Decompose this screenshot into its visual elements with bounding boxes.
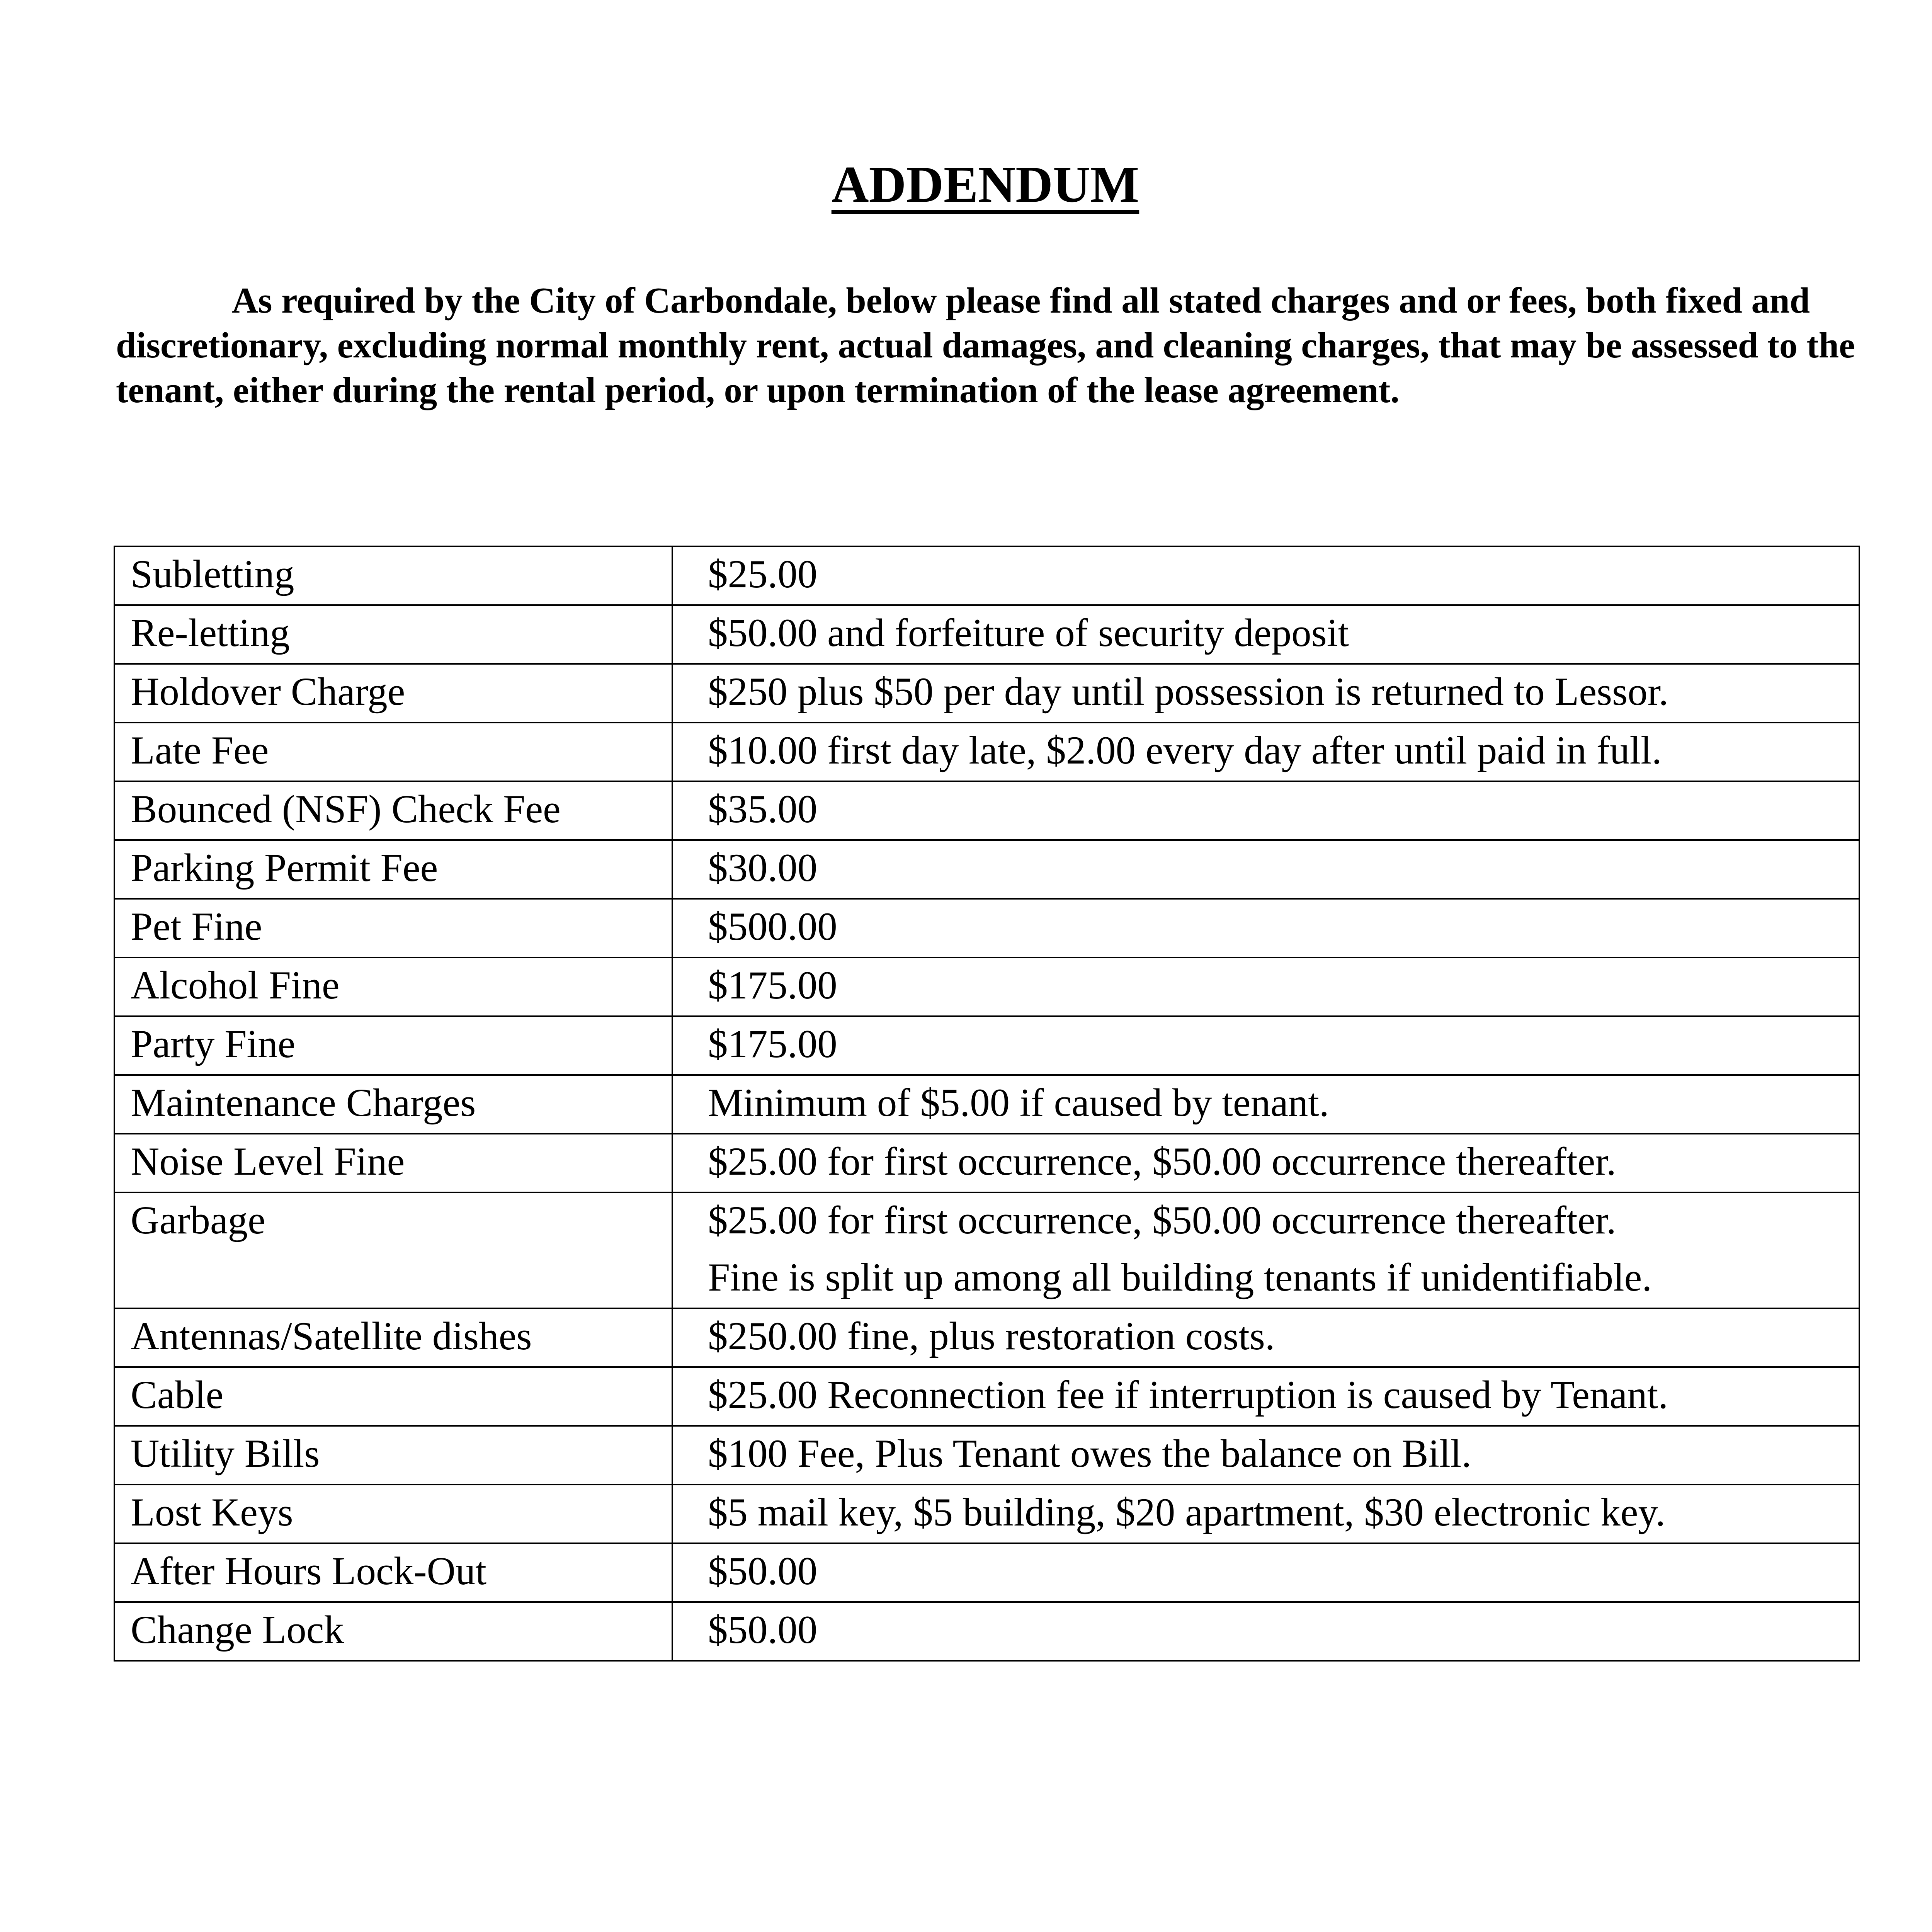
fee-amount-line: $50.00 and forfeiture of security deposit [708, 611, 1349, 655]
table-row [114, 1367, 1859, 1426]
fee-amount [672, 664, 1859, 723]
fee-amount [672, 899, 1859, 957]
fee-label: Late Fee [114, 723, 672, 781]
table-row [114, 1543, 1859, 1602]
fee-label: Garbage [114, 1192, 672, 1308]
fee-amount-line: $30.00 [708, 846, 818, 890]
fee-amount-line: Fine is split up among all building tenants if unidentifiable. [708, 1255, 1652, 1299]
fee-amount-line: $25.00 [708, 552, 818, 596]
table-row [114, 840, 1859, 899]
table-row [114, 1485, 1859, 1543]
table-row [114, 1426, 1859, 1485]
fee-amount [672, 781, 1859, 840]
fee-amount-line: $175.00 [708, 963, 837, 1007]
fee-amount-line: $50.00 [708, 1608, 818, 1652]
fee-amount [672, 1602, 1859, 1661]
fee-label: Noise Level Fine [114, 1134, 672, 1192]
fee-label: Bounced (NSF) Check Fee [114, 781, 672, 840]
fee-amount [672, 723, 1859, 781]
fee-amount-line: $100 Fee, Plus Tenant owes the balance on Bill. [708, 1432, 1472, 1476]
fee-label: Antennas/Satellite dishes [114, 1308, 672, 1367]
table-row [114, 1016, 1859, 1075]
fee-amount [672, 1367, 1859, 1426]
fee-label: Alcohol Fine [114, 957, 672, 1016]
fee-amount [672, 1016, 1859, 1075]
fee-label: Party Fine [114, 1016, 672, 1075]
table-row [114, 899, 1859, 957]
fee-label: Lost Keys [114, 1485, 672, 1543]
table-row [114, 781, 1859, 840]
fee-label: Holdover Charge [114, 664, 672, 723]
fee-amount [672, 1075, 1859, 1134]
fee-amount-line: $250.00 fine, plus restoration costs. [708, 1314, 1275, 1358]
page-title: ADDENDUM [831, 156, 1139, 213]
fee-amount-line: $35.00 [708, 787, 818, 831]
fee-amount [672, 1426, 1859, 1485]
fee-amount [672, 546, 1859, 605]
fee-amount-line: $175.00 [708, 1022, 837, 1066]
table-row [114, 1075, 1859, 1134]
fee-amount-line: $500.00 [708, 905, 837, 949]
fee-label: Re-letting [114, 605, 672, 664]
fee-label: Maintenance Charges [114, 1075, 672, 1134]
fee-amount [672, 1543, 1859, 1602]
fee-amount-line: $5 mail key, $5 building, $20 apartment, $30 electronic key. [708, 1490, 1666, 1534]
table-row [114, 1192, 1859, 1308]
fee-amount-line: $25.00 for first occurrence, $50.00 occurrence thereafter. [708, 1198, 1616, 1242]
fee-amount [672, 840, 1859, 899]
fee-label: Change Lock [114, 1602, 672, 1661]
table-row [114, 1308, 1859, 1367]
fee-amount [672, 1308, 1859, 1367]
fee-amount-line: $10.00 first day late, $2.00 every day after until paid in full. [708, 728, 1662, 772]
fee-amount-line: Minimum of $5.00 if caused by tenant. [708, 1081, 1329, 1125]
fee-label: Cable [114, 1367, 672, 1426]
fee-table-body [114, 546, 1859, 1661]
fee-amount-line: $50.00 [708, 1549, 818, 1593]
fee-table [114, 546, 1860, 1662]
table-row [114, 1602, 1859, 1661]
table-row [114, 1134, 1859, 1192]
fee-label: Subletting [114, 546, 672, 605]
intro-paragraph: As required by the City of Carbondale, below please find all stated charges and or fees, both fixed and discretionary, excluding normal monthly rent, actual damages, and cleaning charges, that may be assessed to the tenant, either during the rental period, or upon termination of the lease agreement. [116, 281, 1855, 410]
fee-label: After Hours Lock-Out [114, 1543, 672, 1602]
fee-label: Pet Fine [114, 899, 672, 957]
fee-amount [672, 1134, 1859, 1192]
table-row [114, 957, 1859, 1016]
fee-label: Utility Bills [114, 1426, 672, 1485]
table-row [114, 723, 1859, 781]
fee-amount [672, 1485, 1859, 1543]
fee-amount-line: $25.00 for first occurrence, $50.00 occurrence thereafter. [708, 1139, 1616, 1184]
fee-amount [672, 1192, 1859, 1308]
fee-amount-line: $250 plus $50 per day until possession is returned to Lessor. [708, 670, 1669, 714]
table-row [114, 664, 1859, 723]
table-row [114, 546, 1859, 605]
fee-amount-line: $25.00 Reconnection fee if interruption is caused by Tenant. [708, 1373, 1668, 1417]
fee-amount [672, 957, 1859, 1016]
fee-amount [672, 605, 1859, 664]
table-row [114, 605, 1859, 664]
fee-label: Parking Permit Fee [114, 840, 672, 899]
